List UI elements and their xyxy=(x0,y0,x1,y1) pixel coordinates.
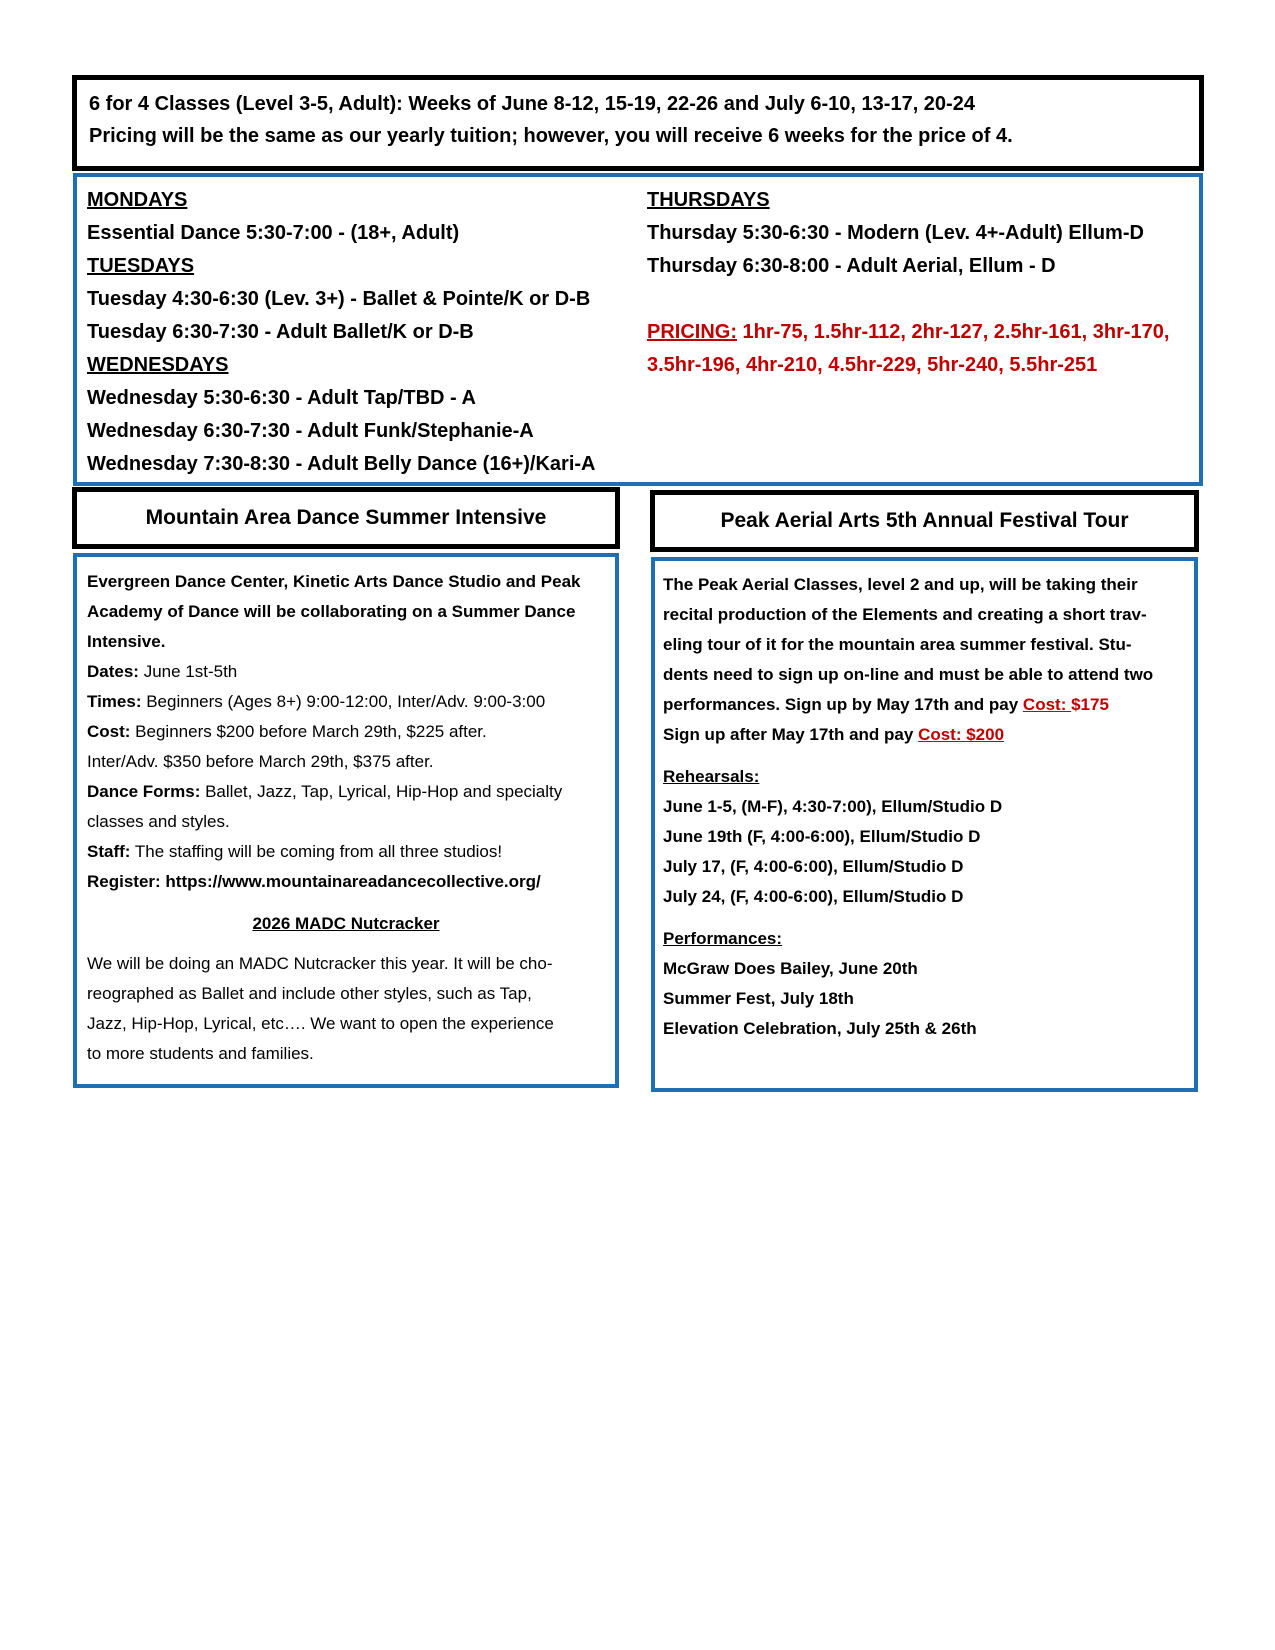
performance-line: Elevation Celebration, July 25th & 26th xyxy=(663,1019,977,1038)
performance-line: McGraw Does Bailey, June 20th xyxy=(663,959,918,978)
cost-1-value: $175 xyxy=(1071,695,1109,714)
class-line: Thursday 6:30-8:00 - Adult Aerial, Ellum - D xyxy=(647,255,1056,277)
class-line: Wednesday 7:30-8:30 - Adult Belly Dance (16+)/Kari-A xyxy=(87,453,596,475)
times-row xyxy=(87,687,615,717)
aerial-intro-line: recital production of the Elements and creating a short trav- xyxy=(663,605,1147,624)
pricing-values-1: 1hr-75, 1.5hr-112, 2hr-127, 2.5hr-161, 3hr-170, xyxy=(737,321,1170,343)
cost-value: Beginners $200 before March 29th, $225 after. xyxy=(130,722,487,741)
pricing-label: PRICING: xyxy=(647,321,737,343)
rehearsal-line: June 19th (F, 4:00-6:00), Ellum/Studio D xyxy=(663,827,981,846)
nutcracker-text xyxy=(87,949,615,1069)
class-line: Wednesday 6:30-7:30 - Adult Funk/Stephanie-A xyxy=(87,420,534,442)
class-line: Thursday 5:30-6:30 - Modern (Lev. 4+-Adult) Ellum-D xyxy=(647,222,1144,244)
aerial-signup-line-2 xyxy=(663,720,1194,750)
header-box xyxy=(72,75,1204,171)
times-label: Times: xyxy=(87,692,142,711)
pricing-line-1 xyxy=(647,316,1197,349)
register-row xyxy=(87,867,615,897)
cost-row-2: Inter/Adv. $350 before March 29th, $375 after. xyxy=(87,752,434,771)
cost-label: Cost: xyxy=(87,722,131,741)
nutcracker-heading: 2026 MADC Nutcracker xyxy=(252,914,440,933)
intensive-title: Mountain Area Dance Summer Intensive xyxy=(145,506,547,529)
signup-text: Sign up after May 17th and pay xyxy=(663,725,919,744)
header-line-2: Pricing will be the same as our yearly tuition; however, you will receive 6 weeks for the price of 4. xyxy=(89,125,1013,147)
nutcracker-line: to more students and families. xyxy=(87,1044,314,1063)
class-line: Wednesday 5:30-6:30 - Adult Tap/TBD - A xyxy=(87,387,476,409)
aerial-box xyxy=(651,557,1198,1092)
intensive-intro-line: Evergreen Dance Center, Kinetic Arts Dance Studio and Peak xyxy=(87,572,581,591)
forms-row-2: classes and styles. xyxy=(87,812,230,831)
intensive-title-box xyxy=(72,487,620,549)
performance-line: Summer Fest, July 18th xyxy=(663,989,854,1008)
staff-label: Staff: xyxy=(87,842,131,861)
times-value: Beginners (Ages 8+) 9:00-12:00, Inter/Adv. 9:00-3:00 xyxy=(141,692,546,711)
cost-2: Cost: $200 xyxy=(918,725,1005,744)
aerial-intro-line: The Peak Aerial Classes, level 2 and up, will be taking their xyxy=(663,575,1138,594)
register-label: Register: xyxy=(87,872,161,891)
rehearsal-line: July 17, (F, 4:00-6:00), Ellum/Studio D xyxy=(663,857,964,876)
intensive-intro-line: Intensive. xyxy=(87,632,166,651)
rehearsal-line: July 24, (F, 4:00-6:00), Ellum/Studio D xyxy=(663,887,964,906)
header-line-1: 6 for 4 Classes (Level 3-5, Adult): Weeks of June 8-12, 15-19, 22-26 and July 6-10, 13-17, 20-24 xyxy=(89,93,975,115)
wednesdays-heading: WEDNESDAYS xyxy=(87,354,229,376)
class-line: Essential Dance 5:30-7:00 - (18+, Adult) xyxy=(87,222,460,244)
dates-row xyxy=(87,657,615,687)
schedule-box xyxy=(73,173,1203,486)
aerial-intro-line: eling tour of it for the mountain area summer festival. Stu- xyxy=(663,635,1132,654)
nutcracker-line: reographed as Ballet and include other styles, such as Tap, xyxy=(87,984,532,1003)
performances-heading: Performances: xyxy=(663,929,783,948)
mondays-heading: MONDAYS xyxy=(87,189,188,211)
pricing-line-2: 3.5hr-196, 4hr-210, 4.5hr-229, 5hr-240, 5.5hr-251 xyxy=(647,354,1098,376)
rehearsal-line: June 1-5, (M-F), 4:30-7:00), Ellum/Studio D xyxy=(663,797,1003,816)
forms-label: Dance Forms: xyxy=(87,782,201,801)
aerial-title-box xyxy=(650,490,1199,552)
intensive-box xyxy=(73,553,619,1088)
nutcracker-line: Jazz, Hip-Hop, Lyrical, etc…. We want to open the experience xyxy=(87,1014,554,1033)
staff-value: The staffing will be coming from all three studios! xyxy=(130,842,503,861)
register-link[interactable]: https://www.mountainareadancecollective.org/ xyxy=(160,872,541,891)
aerial-signup-line-1 xyxy=(663,690,1194,720)
aerial-title: Peak Aerial Arts 5th Annual Festival Tour xyxy=(720,509,1129,532)
aerial-intro-line: dents need to sign up on-line and must be able to attend two xyxy=(663,665,1154,684)
tuesdays-heading: TUESDAYS xyxy=(87,255,195,277)
schedule-left-column xyxy=(87,184,627,481)
class-line: Tuesday 4:30-6:30 (Lev. 3+) - Ballet & Pointe/K or D-B xyxy=(87,288,591,310)
spacer xyxy=(647,283,1197,316)
class-line: Tuesday 6:30-7:30 - Adult Ballet/K or D-B xyxy=(87,321,474,343)
cost-1-label: Cost: xyxy=(1022,695,1072,714)
intensive-intro-line: Academy of Dance will be collaborating on a Summer Dance xyxy=(87,602,576,621)
thursdays-heading: THURSDAYS xyxy=(647,189,770,211)
forms-row xyxy=(87,777,615,807)
nutcracker-line: We will be doing an MADC Nutcracker this year. It will be cho- xyxy=(87,954,553,973)
forms-value: Ballet, Jazz, Tap, Lyrical, Hip-Hop and specialty xyxy=(200,782,563,801)
schedule-right-column xyxy=(647,184,1197,382)
dates-label: Dates: xyxy=(87,662,139,681)
staff-row xyxy=(87,837,615,867)
dates-value: June 1st-5th xyxy=(138,662,238,681)
rehearsals-heading: Rehearsals: xyxy=(663,767,760,786)
signup-text: performances. Sign up by May 17th and pay xyxy=(663,695,1023,714)
cost-row xyxy=(87,717,615,747)
